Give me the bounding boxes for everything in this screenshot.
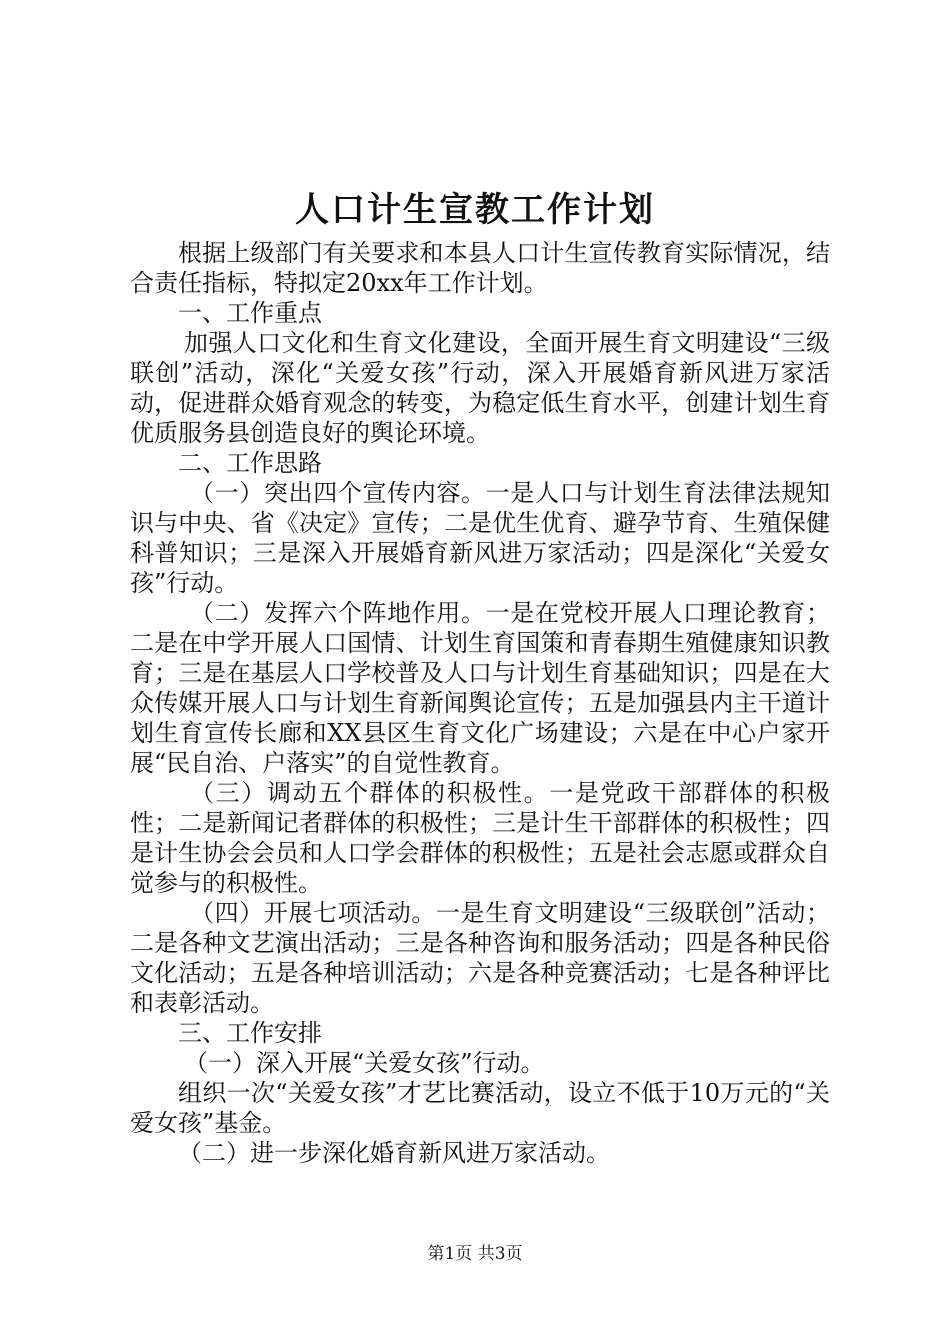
paragraph-arrangement-1: （一）深入开展“关爱女孩”行动。 — [184, 1049, 545, 1077]
paragraph-item-4: （四）开展七项活动。一是生育文明建设“三级联创”活动；二是各种文艺演出活动；三是各种咨询和服务活动；四是各种民俗文化活动；五是各种培训活动；六是各种竞赛活动；七是各种评比和表彰活动。 — [130, 899, 830, 1017]
document-body — [130, 238, 830, 1168]
paragraph-intro: 根据上级部门有关要求和本县人口计生宣传教育实际情况，结合责任指标，特拟定20xx年工作计划。 — [130, 239, 830, 297]
heading-section-2: 二、工作思路 — [178, 449, 322, 477]
heading-section-1: 一、工作重点 — [178, 299, 322, 327]
page-number-footer: 第1页 共3页 — [427, 1244, 523, 1264]
paragraph-section-1: 加强人口文化和生育文化建设，全面开展生育文明建设“三级联创”活动，深化“关爱女孩”行动，深入开展婚育新风进万家活动，促进群众婚育观念的转变，为稳定低生育水平，创建计划生育优质服务县创造良好的舆论环境。 — [130, 329, 830, 447]
paragraph-item-3: （三）调动五个群体的积极性。一是党政干部群体的积极性；二是新闻记者群体的积极性；三是计生干部群体的积极性；四是计生协会会员和人口学会群体的积极性；五是社会志愿或群众自觉参与的积极性。 — [130, 779, 830, 897]
paragraph-item-1: （一）突出四个宣传内容。一是人口与计划生育法律法规知识与中央、省《决定》宣传；二是优生优育、避孕节育、生殖保健科普知识；三是深入开展婚育新风进万家活动；四是深化“关爱女孩”行动。 — [130, 479, 830, 597]
document-title: 人口计生宣教工作计划 — [295, 190, 655, 230]
paragraph-arrangement-detail: 组织一次“关爱女孩”才艺比赛活动，设立不低于10万元的“关爱女孩”基金。 — [130, 1079, 830, 1137]
paragraph-arrangement-2: （二）进一步深化婚育新风进万家活动。 — [178, 1139, 610, 1167]
heading-section-3: 三、工作安排 — [178, 1019, 322, 1047]
paragraph-item-2: （二）发挥六个阵地作用。一是在党校开展人口理论教育；二是在中学开展人口国情、计划生育国策和青春期生殖健康知识教育；三是在基层人口学校普及人口与计划生育基础知识；四是在大众传媒开展人口与计划生育新闻舆论宣传；五是加强县内主干道计划生育宣传长廊和XX县区生育文化广场建设；六是在中心户家开展“民自治、户落实”的自觉性教育。 — [130, 599, 830, 777]
